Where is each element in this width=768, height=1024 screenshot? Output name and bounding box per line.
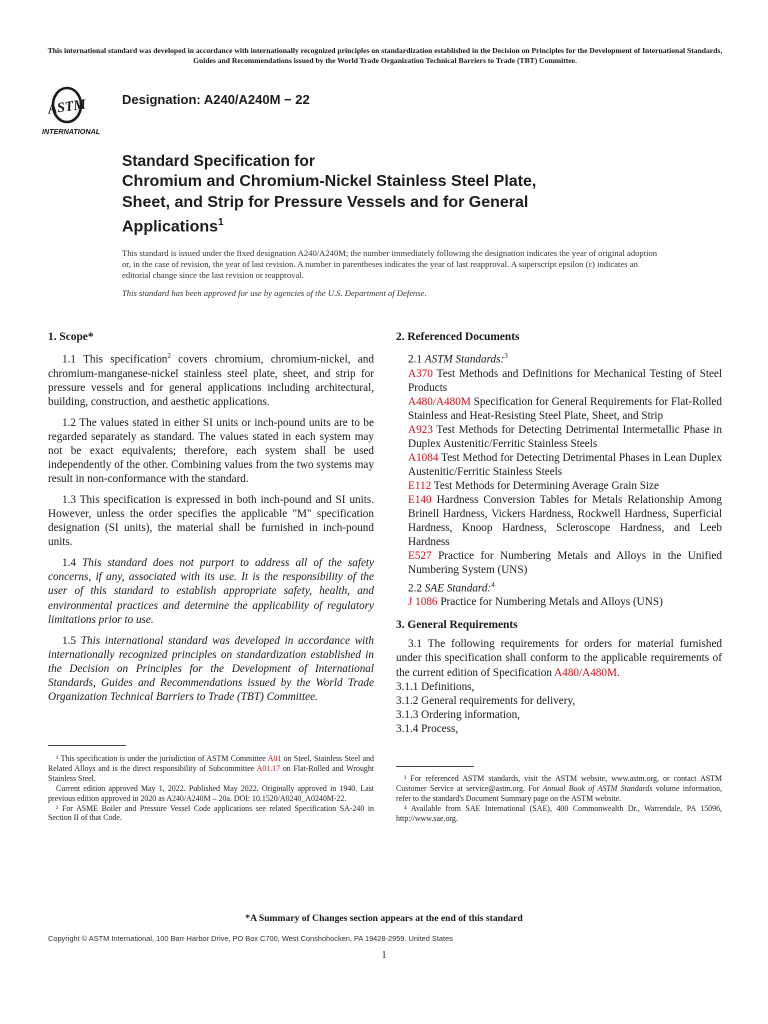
footnote-2: ² For ASME Boiler and Pressure Vessel Code applications see related Specification SA-240 in Section II of that Code.	[48, 803, 374, 823]
standard-title	[122, 152, 722, 238]
reference-link[interactable]: A480/A480M	[408, 395, 471, 408]
reference-link[interactable]: A1084	[408, 452, 439, 465]
left-column	[48, 330, 374, 711]
issuance-notice: This standard is issued under the fixed designation A240/A240M; the number immediately following the designation indicates the year of original adoption or, in the case of revision, the year of last revision. A number in parentheses indicates the year of last reapproval. A superscript epsilon (ε) indicates an editorial change since the last revision or reapproval.	[122, 248, 658, 280]
referenced-documents-heading: 2. Referenced Documents	[396, 331, 520, 343]
title-line-3: Sheet, and Strip for Pressure Vessels and for General	[122, 193, 529, 211]
page-number: 1	[381, 950, 387, 961]
astm-standards-label: 2.1 ASTM Standards:$^3$	[408, 352, 508, 366]
scope-1-1: 1.1 This specification$^2$ covers chromium, chromium-nickel, and chromium-manganese-nickel stainless steel plate, sheet, and strip for pressure vessels and for general applications including architectural, building, construction, and aesthetic applications.	[48, 352, 374, 408]
scope-1-4: 1.4 This standard does not purport to address all of the safety concerns, if any, associated with its use. It is the responsibility of the user of this standard to establish appropriate safety, health, and environmental practices and determine the applicability of regulatory limitations prior to use.	[48, 557, 374, 626]
reference-link[interactable]: E140	[408, 494, 432, 507]
general-requirements-heading: 3. General Requirements	[396, 619, 518, 632]
scope-1-5: 1.5 This international standard was developed in accordance with internationally recognized principles on standardization established in the Decision on Principles for the Development of International Standards, Guides and Recommendations issued by the World Trade Organization Technical Barriers to Trade (TBT) Committee.	[48, 634, 374, 703]
reference-link[interactable]: A923	[408, 424, 433, 437]
footnote-1: ¹ This specification is under the jurisdiction of ASTM Committee A01 on Steel, Stainless Steel and Related Alloys and is the direct responsibility of Subcommittee A01.17 on Flat-Rolled and Wrought Stainless Steel.	[48, 754, 375, 783]
footnote-4: ⁴ Available from SAE International (SAE), 400 Commonwealth Dr., Warrendale, PA 15096, http://www.sae.org.	[396, 803, 722, 823]
reference-item: A1084 Test Method for Detecting Detrimental Phases in Lean Duplex Austenitic/Ferritic Stainless Steels	[408, 452, 722, 479]
astm-logo-text: INTERNATIONAL	[42, 127, 101, 136]
general-3-1: 3.1 The following requirements for orders for material furnished under this specification shall conform to the applicable requirements of the current edition of Specification A480/A480M.	[396, 638, 722, 679]
reference-link[interactable]: E112	[408, 480, 432, 493]
scope-1-2: 1.2 The values stated in either SI units or inch-pound units are to be regarded separately as standard. The values stated in each system may not be exact equivalents; therefore, each system shall be used independently of the other. Combining values from the two systems may result in non-conformance with the standard.	[48, 416, 374, 486]
reference-item: E140 Hardness Conversion Tables for Metals Relationship Among Brinell Hardness, Vickers Hardness, Rockwell Hardness, Superficial Hardness, Knoop Hardness, Scleroscope Hardness, and Leeb Hardness	[408, 494, 722, 549]
scope-heading: 1. Scope*	[48, 331, 94, 343]
title-line-1: Standard Specification for	[122, 153, 315, 170]
scope-1-3: 1.3 This specification is expressed in both inch-pound and SI units. However, unless the order specifies the applicable "M" specification designation (SI units), the material shall be furnished in inch-pound units.	[48, 494, 374, 549]
footnotes-right	[396, 774, 722, 824]
general-3-1-1: 3.1.1 Definitions,	[396, 680, 475, 693]
title-line-2: Chromium and Chromium-Nickel Stainless Steel Plate,	[122, 173, 537, 190]
dod-approval-note: This standard has been approved for use by agencies of the U.S. Department of Defense.	[122, 288, 427, 298]
right-column	[396, 330, 722, 736]
copyright-line: Copyright © ASTM International, 100 Barr Harbor Drive, PO Box C700, West Conshohocken, PA 19428-2959. United States	[48, 934, 453, 943]
astm-reference-list	[396, 367, 722, 578]
footnote-rule-left	[48, 745, 126, 746]
designation: Designation: A240/A240M − 22	[122, 92, 310, 107]
title-footnote-mark: 1	[218, 217, 224, 228]
summary-of-changes-note: *A Summary of Changes section appears at the end of this standard	[245, 913, 523, 924]
general-3-1-2: 3.1.2 General requirements for delivery,	[396, 694, 576, 707]
reference-item: E112 Test Methods for Determining Average Grain Size	[408, 480, 659, 493]
reference-item: E527 Practice for Numbering Metals and Alloys in the Unified Numbering System (UNS)	[408, 550, 722, 577]
reference-item: A923 Test Methods for Detecting Detrimental Intermetallic Phase in Duplex Austenitic/Ferritic Stainless Steels	[408, 424, 722, 451]
footnotes-left	[48, 754, 374, 823]
link-a01[interactable]: A01	[267, 754, 282, 763]
reference-link-j1086[interactable]: J 1086	[408, 596, 438, 609]
reference-link[interactable]: E527	[408, 550, 432, 563]
general-3-1-4: 3.1.4 Process,	[396, 722, 459, 735]
general-3-1-3: 3.1.3 Ordering information,	[396, 708, 520, 721]
reference-item-sae: J 1086 Practice for Numbering Metals and Alloys (UNS)	[408, 596, 663, 609]
reference-item: A480/A480M Specification for General Requirements for Flat-Rolled Stainless and Heat-Resisting Steel Plate, Sheet, and Strip	[408, 395, 722, 422]
link-a01-17[interactable]: A01.17	[256, 763, 281, 773]
footnote-3: ³ For referenced ASTM standards, visit the ASTM website, www.astm.org, or contact ASTM Customer Service at service@astm.org. For Annual Book of ASTM Standards volume information, refer to the standard's Document Summary page on the ASTM website.	[396, 774, 722, 803]
reference-link[interactable]: A370	[408, 367, 433, 380]
footnote-1-approval: Current edition approved May 1, 2022. Published May 2022. Originally approved in 1940. Last previous edition approved in 2020 as A240/A240M – 20a. DOI: 10.1520/A0240_A0240M-22.	[48, 783, 374, 803]
astm-logo-icon	[40, 80, 116, 138]
footnote-rule-right	[396, 766, 474, 767]
link-a480[interactable]: A480/A480M	[554, 666, 617, 679]
sae-standard-label: 2.2 SAE Standard:$^4$	[408, 580, 495, 595]
astm-logo-mark: ASTM	[47, 97, 87, 118]
wto-preamble: This international standard was developed in accordance with internationally recognized principles on standardization established in the Decision on Principles for the Development of International Standards, Guides and Recommendations issued by the World Trade Organization Technical Barriers to Trade (TBT) Committee.	[47, 46, 723, 65]
title-line-4: Applications$^1$	[122, 217, 224, 236]
reference-item: A370 Test Methods and Definitions for Mechanical Testing of Steel Products	[408, 367, 722, 394]
